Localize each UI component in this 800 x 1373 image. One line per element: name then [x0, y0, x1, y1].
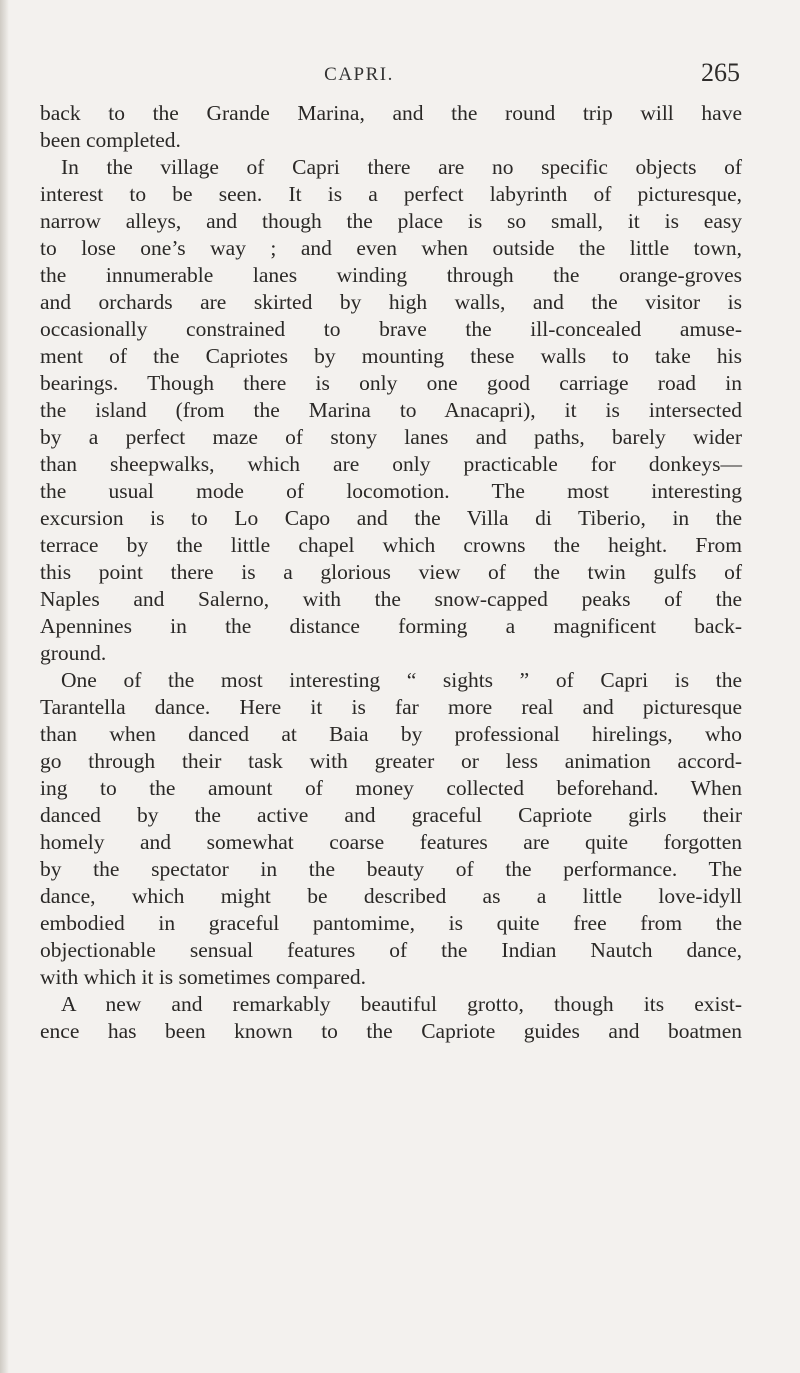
book-gutter-edge — [0, 0, 9, 1373]
text-line: bearings. Though there is only one good carriage road in — [40, 371, 742, 395]
text-line: Apennines in the distance forming a magnificent back- — [40, 614, 742, 638]
text-line: One of the most interesting “ sights ” of Capri is the — [61, 668, 742, 692]
running-title: CAPRI. — [324, 64, 394, 85]
text-line: embodied in graceful pantomime, is quite free from the — [40, 911, 742, 935]
text-line: occasionally constrained to brave the ill-concealed amuse- — [40, 317, 742, 341]
text-line: go through their task with greater or less animation accord- — [40, 749, 742, 773]
text-line: the innumerable lanes winding through the orange-groves — [40, 263, 742, 287]
text-line: In the village of Capri there are no specific objects of — [61, 155, 742, 179]
text-line: excursion is to Lo Capo and the Villa di Tiberio, in the — [40, 506, 742, 530]
text-line: Tarantella dance. Here it is far more real and picturesque — [40, 695, 742, 719]
text-line: A new and remarkably beautiful grotto, though its exist- — [61, 992, 742, 1016]
text-line: narrow alleys, and though the place is so small, it is easy — [40, 209, 742, 233]
text-line: to lose one’s way ; and even when outside the little town, — [40, 236, 742, 260]
text-line: Naples and Salerno, with the snow-capped peaks of the — [40, 587, 742, 611]
text-line: ground. — [40, 641, 107, 665]
page-number: 265 — [701, 58, 740, 87]
text-line: danced by the active and graceful Capriote girls their — [40, 803, 742, 827]
text-line: ence has been known to the Capriote guides and boatmen — [40, 1019, 742, 1043]
text-line: this point there is a glorious view of the twin gulfs of — [40, 560, 742, 584]
text-line: interest to be seen. It is a perfect labyrinth of picturesque, — [40, 182, 742, 206]
text-line: the island (from the Marina to Anacapri), it is intersected — [40, 398, 742, 422]
text-line: homely and somewhat coarse features are quite forgotten — [40, 830, 742, 854]
text-line: dance, which might be described as a little love-idyll — [40, 884, 742, 908]
text-line: by a perfect maze of stony lanes and paths, barely wider — [40, 425, 742, 449]
text-line: with which it is sometimes compared. — [40, 965, 367, 989]
body-text — [40, 100, 742, 1045]
text-line: by the spectator in the beauty of the performance. The — [40, 857, 742, 881]
text-line: ing to the amount of money collected beforehand. When — [40, 776, 742, 800]
text-line: than sheepwalks, which are only practicable for donkeys— — [40, 452, 742, 476]
text-line: and orchards are skirted by high walls, and the visitor is — [40, 290, 742, 314]
text-line: the usual mode of locomotion. The most interesting — [40, 479, 742, 503]
text-line: objectionable sensual features of the Indian Nautch dance, — [40, 938, 742, 962]
text-line: been completed. — [40, 128, 181, 152]
text-line: than when danced at Baia by professional hirelings, who — [40, 722, 742, 746]
text-line: terrace by the little chapel which crowns the height. From — [40, 533, 742, 557]
text-line: back to the Grande Marina, and the round trip will have — [40, 101, 742, 125]
running-head — [0, 58, 800, 98]
text-line: ment of the Capriotes by mounting these walls to take his — [40, 344, 742, 368]
